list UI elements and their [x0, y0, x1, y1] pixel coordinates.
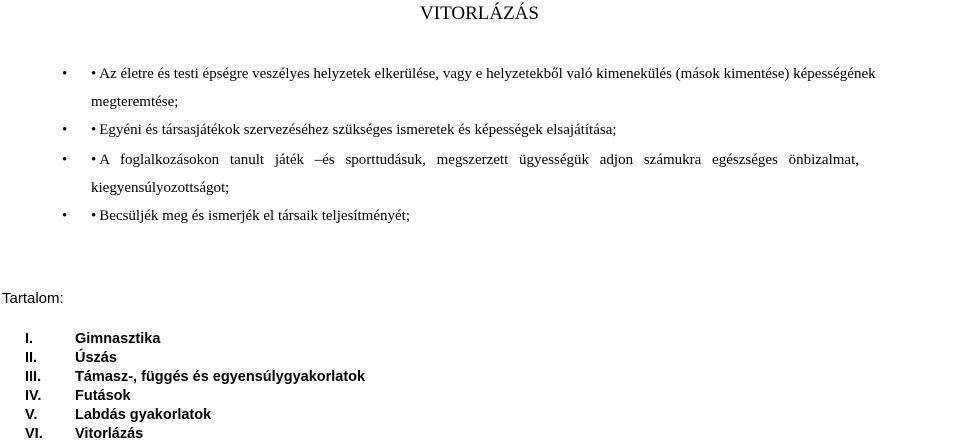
contents-item-number: VI.: [25, 426, 43, 442]
objective-line: [91, 115, 956, 145]
objective-continuation: kiegyensúlyozottságot;: [91, 180, 230, 196]
bullet-icon: •: [91, 122, 97, 138]
bullet-icon: •: [91, 208, 97, 224]
bullet-icon: •: [62, 208, 68, 224]
bullet-icon: •: [62, 152, 68, 168]
contents-item-label: Gimnasztika: [75, 331, 161, 347]
bullet-icon: •: [91, 152, 97, 168]
page-title: VITORLÁZÁS: [420, 3, 539, 24]
contents-item-number: I.: [25, 331, 34, 347]
objective-line: [91, 145, 956, 175]
contents-item-label: Vitorlázás: [75, 426, 144, 442]
contents-item-number: V.: [25, 407, 38, 423]
bullet-icon: •: [62, 66, 68, 82]
objective-text: A foglalkozásokon tanult játék –és sporttudásuk, megszerzett ügyességük adjon számukra egészséges önbizalmat,: [99, 152, 859, 168]
contents-heading: Tartalom:: [2, 290, 64, 307]
contents-item-number: III.: [25, 369, 42, 385]
contents-item-label: Futások: [75, 388, 131, 404]
contents-item-label: Támasz-, függés és egyensúlygyakorlatok: [75, 369, 366, 385]
contents-item-label: Úszás: [75, 350, 117, 366]
objective-continuation: megteremtése;: [91, 94, 179, 110]
bullet-icon: •: [62, 122, 68, 138]
objective-line: [91, 201, 956, 231]
objective-line: [91, 59, 956, 89]
objective-text: Becsüljék meg és ismerjék el társaik teljesítményét;: [99, 208, 411, 224]
objective-text: Az életre és testi épségre veszélyes helyzetek elkerülése, vagy e helyzetekből való kimenekülés (mások kimentése) képességének: [99, 66, 876, 82]
contents-item-number: II.: [25, 350, 38, 366]
contents-item-number: IV.: [25, 388, 42, 404]
bullet-icon: •: [91, 66, 97, 82]
objective-text: Egyéni és társasjátékok szervezéséhez szükséges ismeretek és képességek elsajátítása;: [99, 122, 617, 138]
contents-item-label: Labdás gyakorlatok: [75, 407, 212, 423]
